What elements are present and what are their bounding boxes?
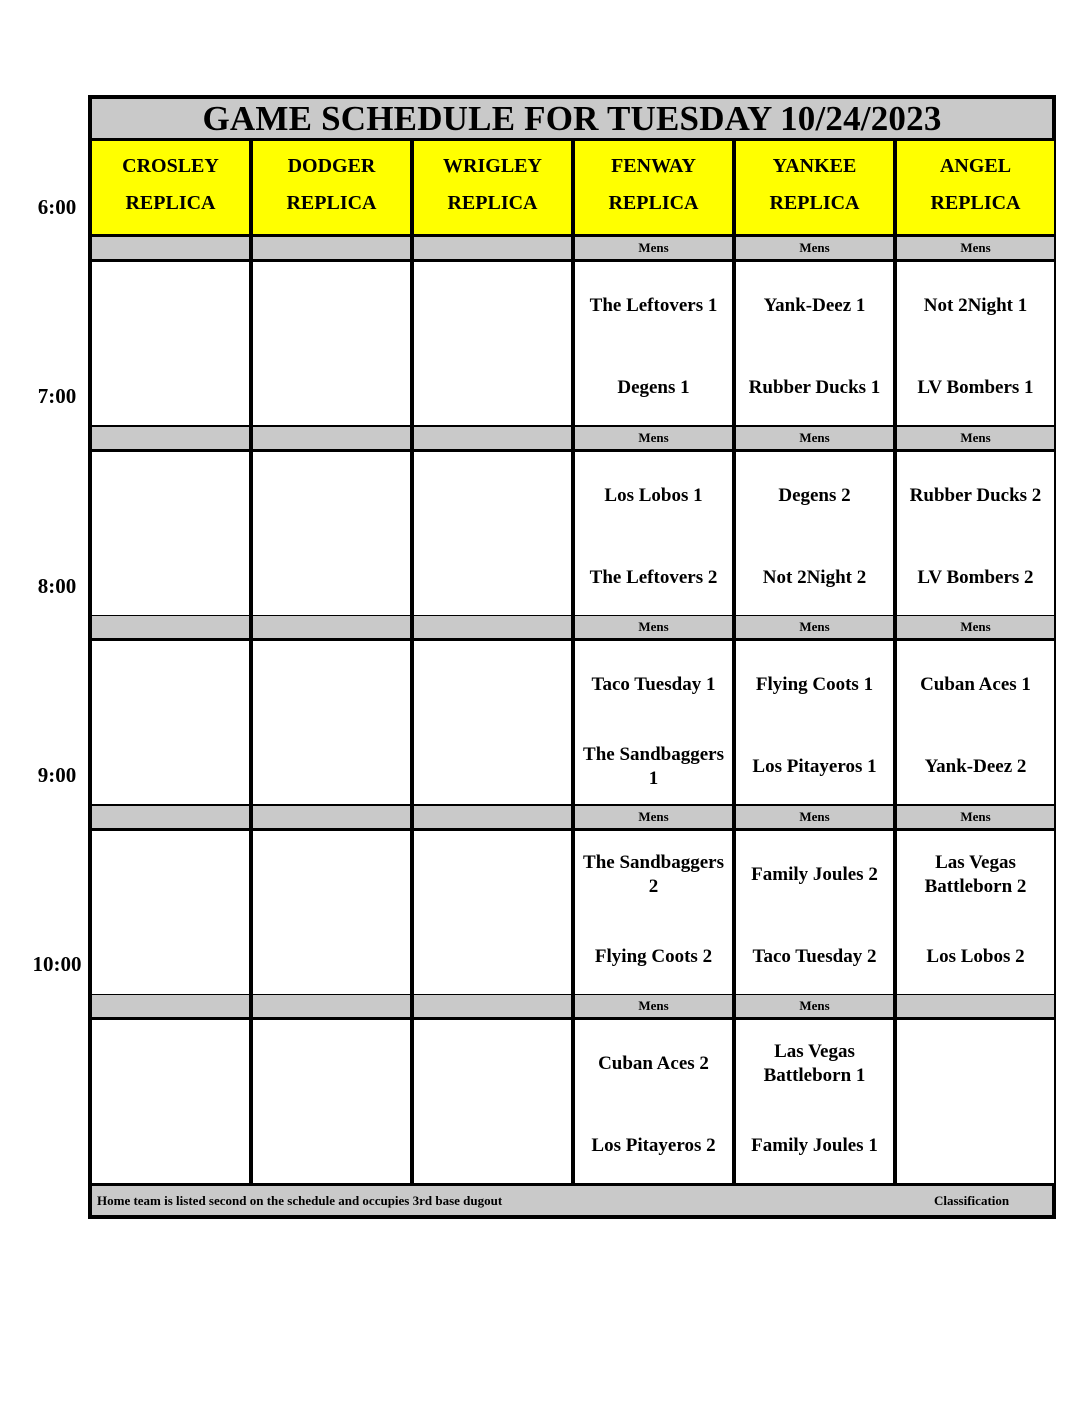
home-team: Family Joules 1 — [751, 1135, 878, 1156]
field-name: YANKEE — [772, 155, 857, 177]
visiting-team: The Leftovers 1 — [589, 295, 718, 316]
home-team: LV Bombers 2 — [917, 567, 1034, 588]
classification-cell — [253, 995, 410, 1017]
visiting-team: Las Vegas Battleborn 2 — [924, 852, 1027, 897]
visiting-team: Family Joules 2 — [751, 864, 878, 885]
field-subtitle: REPLICA — [930, 192, 1021, 214]
game-cell — [897, 641, 1054, 804]
game-cell — [897, 831, 1054, 994]
classification-cell: Mens — [736, 616, 893, 638]
time-label: 9:00 — [37, 763, 77, 787]
visiting-team: Yank-Deez 1 — [763, 295, 866, 316]
home-team: Rubber Ducks 1 — [748, 377, 881, 398]
schedule-table — [88, 95, 1056, 1219]
game-cell — [897, 452, 1054, 615]
classification-cell — [414, 427, 571, 449]
field-name: WRIGLEY — [443, 155, 542, 177]
classification-cell — [897, 995, 1054, 1017]
field-header-wrigley — [414, 141, 571, 234]
game-cell — [92, 1020, 249, 1183]
home-team — [92, 554, 249, 602]
game-cell — [92, 452, 249, 615]
field-name: FENWAY — [611, 155, 696, 177]
visiting-team: Cuban Aces 2 — [598, 1053, 709, 1074]
visiting-team: The Sandbaggers 2 — [583, 852, 724, 897]
time-label: 7:00 — [37, 384, 77, 408]
game-cell — [575, 641, 732, 804]
visiting-team — [253, 1040, 410, 1088]
visiting-team: Taco Tuesday 1 — [591, 674, 716, 695]
visiting-team: Cuban Aces 1 — [920, 674, 1031, 695]
visiting-team: Las Vegas Battleborn 1 — [763, 1041, 866, 1086]
visiting-team — [414, 1040, 571, 1088]
classification-cell — [414, 995, 571, 1017]
field-name: CROSLEY — [122, 155, 219, 177]
home-team: Degens 1 — [617, 377, 690, 398]
visiting-team — [253, 661, 410, 709]
visiting-team — [92, 1040, 249, 1088]
home-team: Yank-Deez 2 — [924, 756, 1027, 777]
home-team — [92, 743, 249, 791]
home-team: The Sandbaggers 1 — [583, 744, 724, 789]
game-cell — [575, 262, 732, 425]
footer-bar — [92, 1186, 1052, 1215]
classification-cell: Mens — [736, 806, 893, 828]
classification-cell: Mens — [575, 237, 732, 259]
visiting-team: Flying Coots 1 — [755, 674, 874, 695]
game-cell — [736, 641, 893, 804]
classification-cell — [92, 616, 249, 638]
home-team — [92, 364, 249, 412]
home-team-note: Home team is listed second on the schedule and occupies 3rd base dugout — [97, 1193, 503, 1208]
visiting-team — [414, 282, 571, 330]
home-team — [897, 1122, 1054, 1170]
home-team — [414, 933, 571, 981]
classification-cell — [414, 237, 571, 259]
game-cell — [92, 641, 249, 804]
home-team: Los Pitayeros 1 — [752, 756, 877, 777]
classification-cell: Mens — [736, 427, 893, 449]
classification-label: Classification — [934, 1193, 1010, 1208]
field-subtitle: REPLICA — [125, 192, 216, 214]
game-cell — [92, 831, 249, 994]
time-label: 8:00 — [37, 574, 77, 598]
classification-cell — [414, 616, 571, 638]
classification-cell: Mens — [897, 427, 1054, 449]
game-cell — [253, 641, 410, 804]
game-cell — [575, 831, 732, 994]
field-header-fenway — [575, 141, 732, 234]
game-cell — [414, 831, 571, 994]
game-cell — [253, 262, 410, 425]
game-cell — [253, 1020, 410, 1183]
visiting-team: Degens 2 — [778, 485, 851, 506]
visiting-team — [92, 472, 249, 520]
classification-cell — [253, 806, 410, 828]
game-cell — [92, 262, 249, 425]
game-cell — [414, 641, 571, 804]
visiting-team — [414, 472, 571, 520]
game-cell — [575, 1020, 732, 1183]
home-team: Not 2Night 2 — [762, 567, 867, 588]
classification-cell — [253, 237, 410, 259]
game-cell — [897, 262, 1054, 425]
visiting-team: Not 2Night 1 — [923, 295, 1028, 316]
visiting-team — [92, 282, 249, 330]
home-team — [92, 1122, 249, 1170]
visiting-team — [414, 851, 571, 899]
visiting-team — [92, 851, 249, 899]
home-team: Los Lobos 2 — [926, 946, 1025, 967]
game-cell — [736, 262, 893, 425]
classification-cell — [414, 806, 571, 828]
game-cell — [253, 831, 410, 994]
home-team — [253, 554, 410, 602]
field-subtitle: REPLICA — [769, 192, 860, 214]
home-team — [414, 1122, 571, 1170]
visiting-team — [92, 661, 249, 709]
home-team — [253, 364, 410, 412]
classification-cell: Mens — [575, 616, 732, 638]
game-cell — [414, 262, 571, 425]
visiting-team — [897, 1040, 1054, 1088]
home-team: Taco Tuesday 2 — [752, 946, 877, 967]
classification-cell — [92, 427, 249, 449]
game-cell — [736, 452, 893, 615]
field-header-angel — [897, 141, 1054, 234]
time-label: 6:00 — [37, 195, 77, 219]
game-cell — [736, 831, 893, 994]
field-subtitle: REPLICA — [608, 192, 699, 214]
visiting-team: Los Lobos 1 — [604, 485, 703, 506]
home-team — [253, 933, 410, 981]
classification-cell: Mens — [575, 427, 732, 449]
page-title: GAME SCHEDULE FOR TUESDAY 10/24/2023 — [92, 99, 1052, 138]
field-name: DODGER — [287, 155, 376, 177]
visiting-team — [253, 472, 410, 520]
home-team: Flying Coots 2 — [594, 946, 713, 967]
visiting-team: Rubber Ducks 2 — [909, 485, 1042, 506]
classification-cell: Mens — [736, 237, 893, 259]
classification-cell: Mens — [736, 995, 893, 1017]
home-team: The Leftovers 2 — [589, 567, 718, 588]
field-header-crosley — [92, 141, 249, 234]
home-team — [253, 1122, 410, 1170]
game-cell — [575, 452, 732, 615]
visiting-team — [253, 851, 410, 899]
field-subtitle: REPLICA — [286, 192, 377, 214]
classification-cell — [92, 806, 249, 828]
classification-cell — [253, 616, 410, 638]
field-header-dodger — [253, 141, 410, 234]
classification-cell: Mens — [897, 806, 1054, 828]
game-cell — [414, 1020, 571, 1183]
home-team: Los Pitayeros 2 — [591, 1135, 716, 1156]
visiting-team — [253, 282, 410, 330]
visiting-team — [414, 661, 571, 709]
field-header-yankee — [736, 141, 893, 234]
game-cell — [897, 1020, 1054, 1183]
field-subtitle: REPLICA — [447, 192, 538, 214]
classification-cell: Mens — [575, 806, 732, 828]
game-cell — [253, 452, 410, 615]
game-cell — [414, 452, 571, 615]
game-cell — [736, 1020, 893, 1183]
classification-cell — [92, 995, 249, 1017]
home-team — [414, 364, 571, 412]
home-team — [253, 743, 410, 791]
classification-cell — [253, 427, 410, 449]
home-team: LV Bombers 1 — [917, 377, 1034, 398]
home-team — [414, 743, 571, 791]
classification-cell — [92, 237, 249, 259]
classification-cell: Mens — [897, 616, 1054, 638]
field-name: ANGEL — [939, 155, 1012, 177]
classification-cell: Mens — [575, 995, 732, 1017]
home-team — [92, 933, 249, 981]
home-team — [414, 554, 571, 602]
time-label: 10:00 — [32, 952, 82, 976]
classification-cell: Mens — [897, 237, 1054, 259]
